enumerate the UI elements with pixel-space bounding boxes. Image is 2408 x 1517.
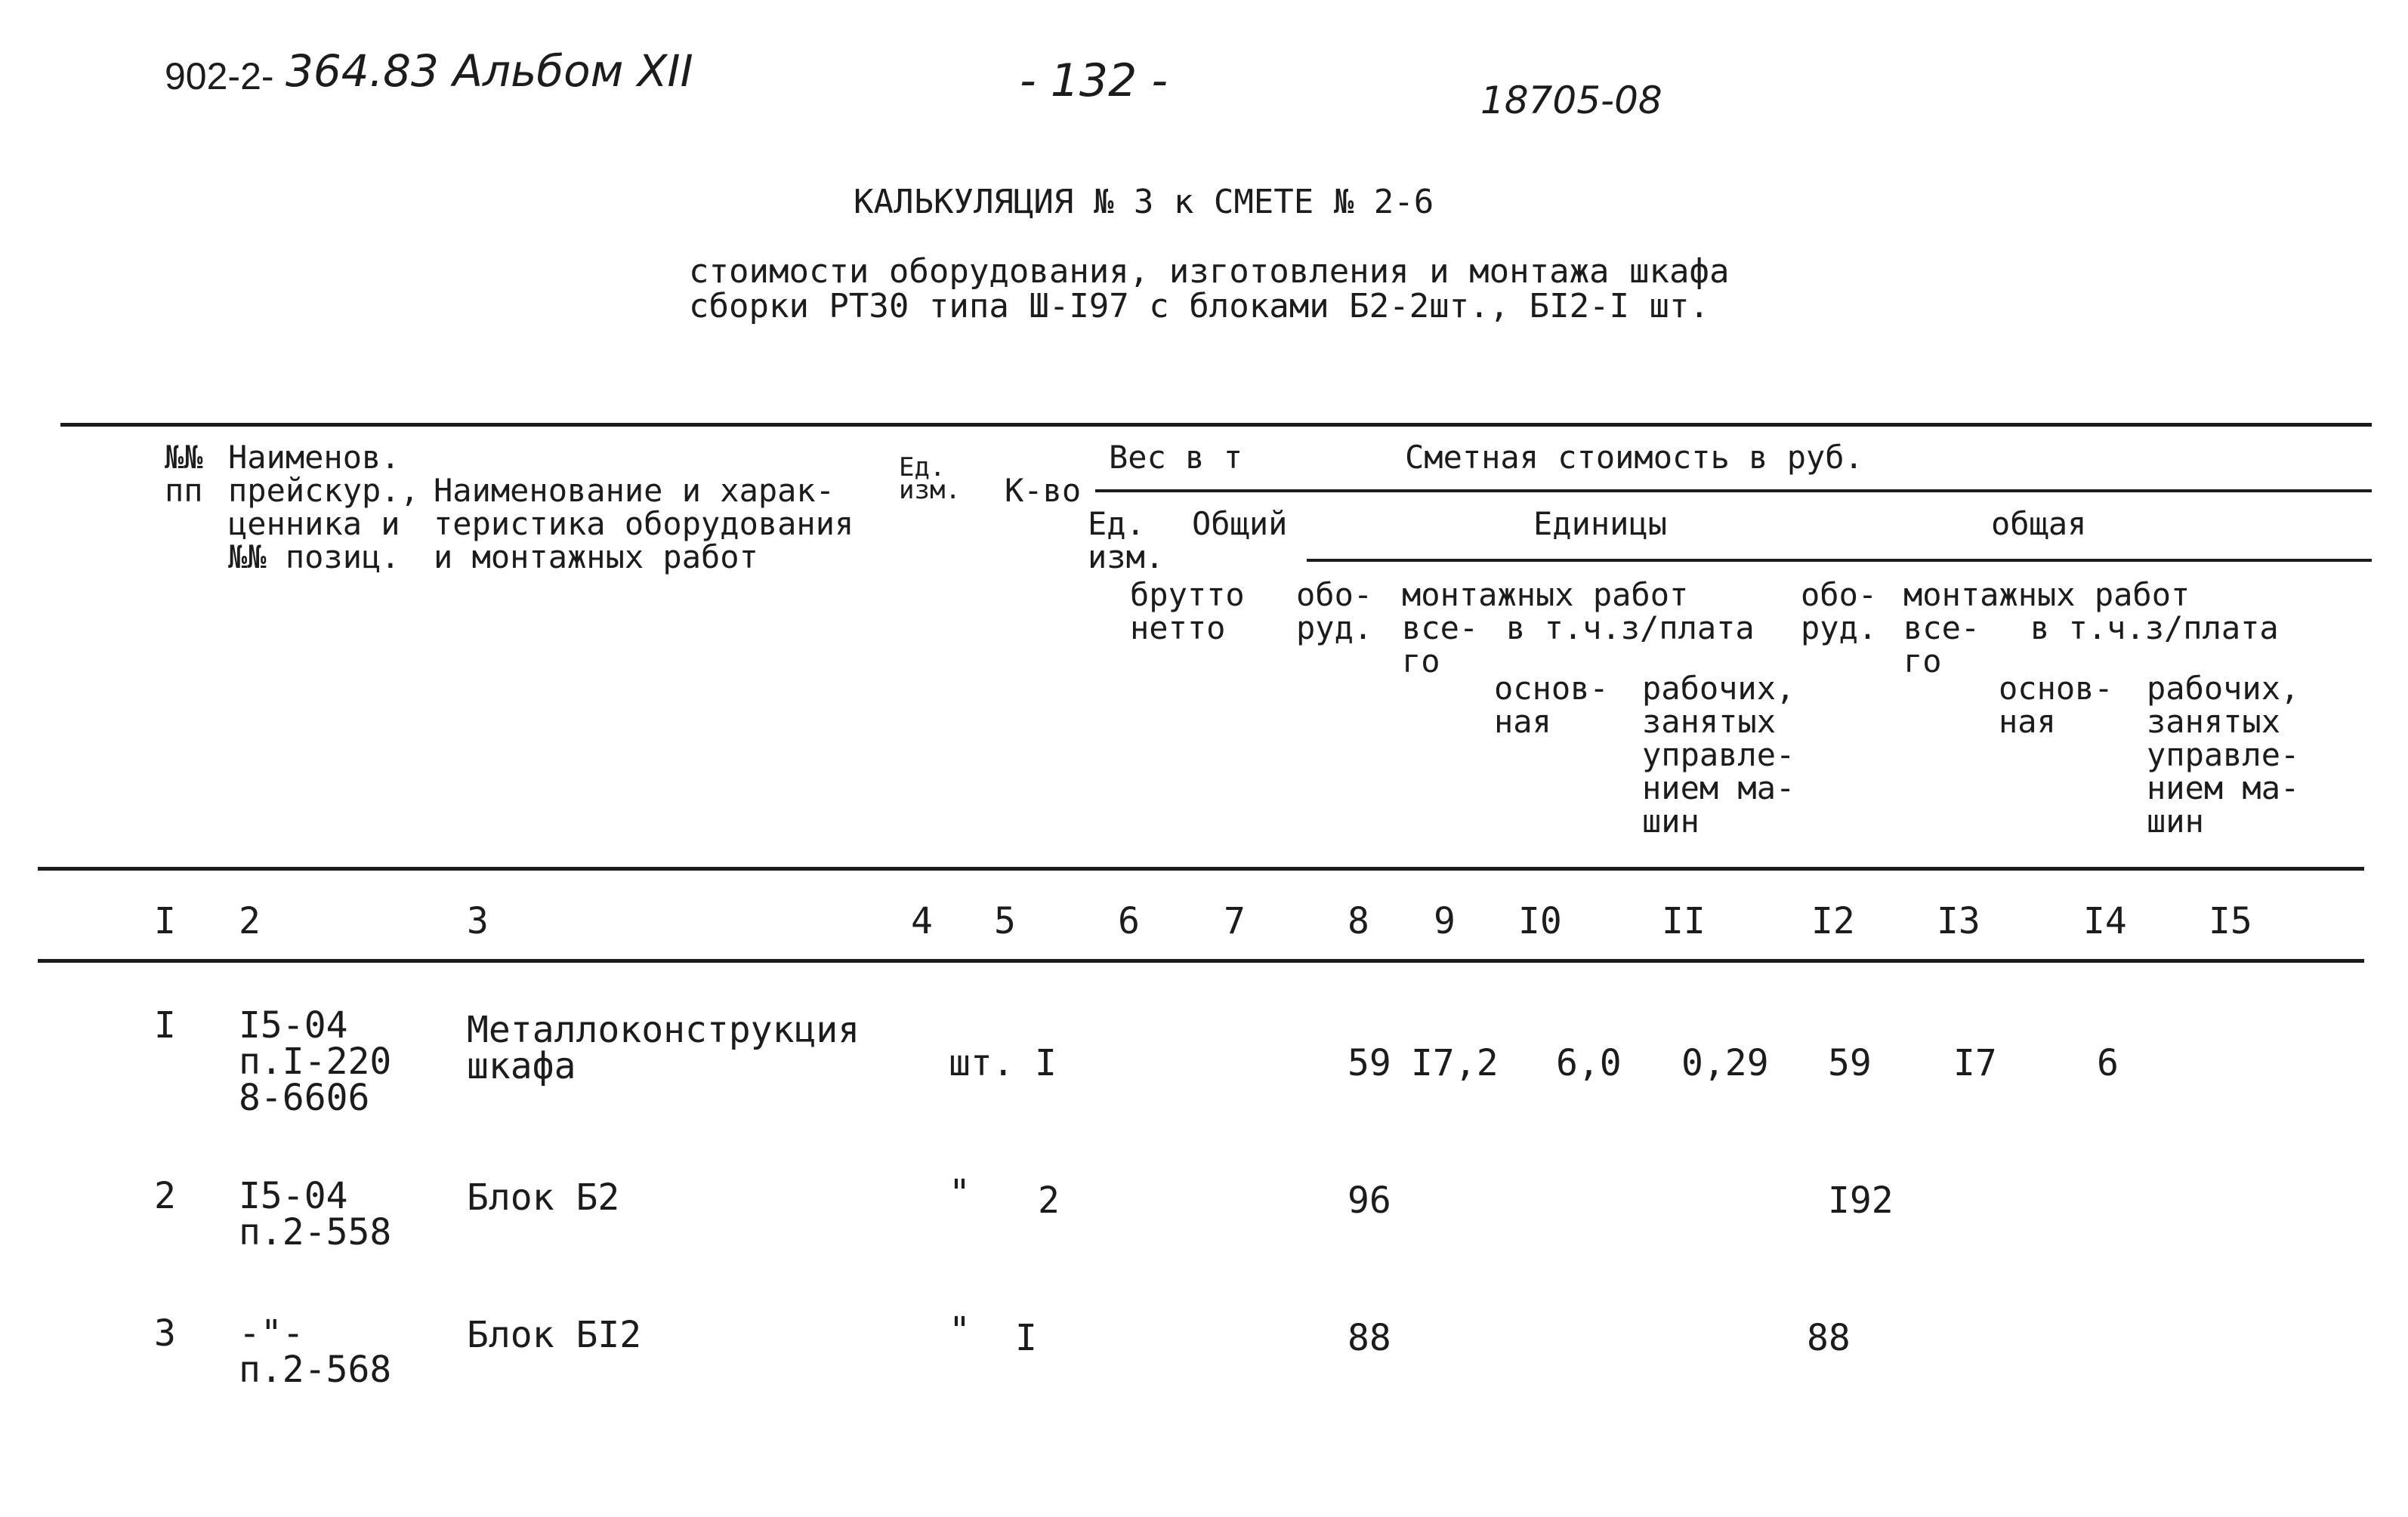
row-1-unit: шт. <box>949 1042 1014 1084</box>
document-title: КАЛЬКУЛЯЦИЯ № 3 к СМЕТЕ № 2-6 <box>854 183 1434 221</box>
row-1-unit-install-total: I7,2 <box>1411 1042 1499 1084</box>
row-3-qty: I <box>1015 1317 1037 1359</box>
column-number-8: 8 <box>1348 900 1369 942</box>
row-1-unit-equipment: 59 <box>1348 1042 1391 1084</box>
subtitle-line-2: сборки РТ30 типа Ш-I97 с блоками Б2-2шт., БI2-I шт. <box>689 287 1710 325</box>
row-1-unit-wage-basic: 6,0 <box>1556 1042 1622 1084</box>
header-col-qty: К-во <box>1005 472 1082 509</box>
header-unit-equipment: обо- руд. <box>1296 576 1373 646</box>
header-unit-install-total: все- го <box>1402 609 1479 680</box>
header-total-install-total: все- го <box>1903 609 1980 680</box>
column-number-15: I5 <box>2209 900 2252 942</box>
row-1-total-wage-basic: 6 <box>2097 1042 2119 1084</box>
column-number-3: 3 <box>467 900 489 942</box>
header-unit-wage-group: в т.ч.з/плата <box>1506 609 1755 646</box>
row-1-qty: I <box>1035 1042 1057 1084</box>
header-unit-wage-machine: рабочих, занятых управле- нием ма- шин <box>1642 670 1795 840</box>
header-col-unit: Ед. изм. <box>899 452 961 505</box>
column-number-10: I0 <box>1518 900 1562 942</box>
header-weight-unit: Ед. изм. <box>1088 505 1165 575</box>
row-1-unit-wage-machine: 0,29 <box>1681 1042 1769 1084</box>
row-3-no: 3 <box>154 1312 176 1355</box>
column-number-6: 6 <box>1118 900 1140 942</box>
row-2-name: Блок Б2 <box>467 1176 620 1219</box>
page-number: - 132 - <box>1020 54 1168 107</box>
row-2-pricelist: I5-04 п.2-558 <box>239 1175 392 1253</box>
column-number-12: I2 <box>1811 900 1855 942</box>
header-unit-wage-basic: основ- ная <box>1494 670 1609 740</box>
header-col-pricelist: Наименов. прейскур., ценника и №№ позиц. <box>228 439 419 575</box>
reference-number: 18705-08 <box>1480 79 1662 122</box>
header-total-wage-machine: рабочих, занятых управле- нием ма- шин <box>2147 670 2300 840</box>
row-3-name: Блок БI2 <box>467 1314 642 1356</box>
table-top-rule <box>60 423 2372 427</box>
header-col-no: №№ пп <box>165 439 203 509</box>
row-3-unit-equipment: 88 <box>1348 1317 1391 1359</box>
header-unit-install-group: монтажных работ <box>1402 576 1689 613</box>
column-number-2: 2 <box>239 900 261 942</box>
row-3-pricelist: -"- п.2-568 <box>239 1312 392 1391</box>
column-number-rule <box>38 959 2364 963</box>
row-2-qty: 2 <box>1038 1179 1060 1222</box>
header-weight-group: Вес в т <box>1109 439 1243 476</box>
row-3-unit: " <box>949 1309 971 1352</box>
header-col-name: Наименование и харак- теристика оборудования и монтажных работ <box>434 472 854 575</box>
row-2-no: 2 <box>154 1175 176 1217</box>
cost-group-rule <box>1095 489 2372 492</box>
header-bottom-rule <box>38 867 2364 871</box>
doc-code: 902-2- <box>165 55 274 97</box>
column-number-9: 9 <box>1434 900 1456 942</box>
column-number-1: I <box>154 900 176 942</box>
column-number-5: 5 <box>994 900 1016 942</box>
row-2-total-equipment: I92 <box>1828 1179 1894 1222</box>
header-total-equipment: обо- руд. <box>1801 576 1878 646</box>
header-total-install-group: монтажных работ <box>1903 576 2190 613</box>
column-number-13: I3 <box>1937 900 1980 942</box>
header-cost-unit-group: Единицы <box>1533 505 1668 542</box>
subgroup-rule <box>1307 559 2372 562</box>
row-1-no: I <box>154 1004 176 1047</box>
row-2-unit-equipment: 96 <box>1348 1179 1391 1222</box>
header-cost-total-group: общая <box>1991 505 2087 542</box>
column-number-14: I4 <box>2083 900 2127 942</box>
doc-code-handwritten: 364.83 Альбом XII <box>286 45 693 97</box>
header-weight-gross-net: брутто нетто <box>1130 576 1245 646</box>
row-1-pricelist: I5-04 п.I-220 8-6606 <box>239 1004 392 1119</box>
row-1-total-equipment: 59 <box>1828 1042 1872 1084</box>
column-number-7: 7 <box>1224 900 1246 942</box>
header-cost-group: Сметная стоимость в руб. <box>1405 439 1863 476</box>
header-total-wage-basic: основ- ная <box>1999 670 2113 740</box>
subtitle-line-1: стоимости оборудования, изготовления и монтажа шкафа <box>689 252 1730 291</box>
header-weight-total: Общий <box>1192 505 1288 542</box>
header-total-wage-group: в т.ч.з/плата <box>2030 609 2279 646</box>
row-3-total-equipment: 88 <box>1807 1317 1851 1359</box>
row-1-total-install-total: I7 <box>1953 1042 1997 1084</box>
row-1-name: Металлоконструкция шкафа <box>467 1009 860 1087</box>
column-number-11: II <box>1662 900 1706 942</box>
column-number-4: 4 <box>911 900 933 942</box>
row-2-unit: " <box>949 1172 971 1214</box>
